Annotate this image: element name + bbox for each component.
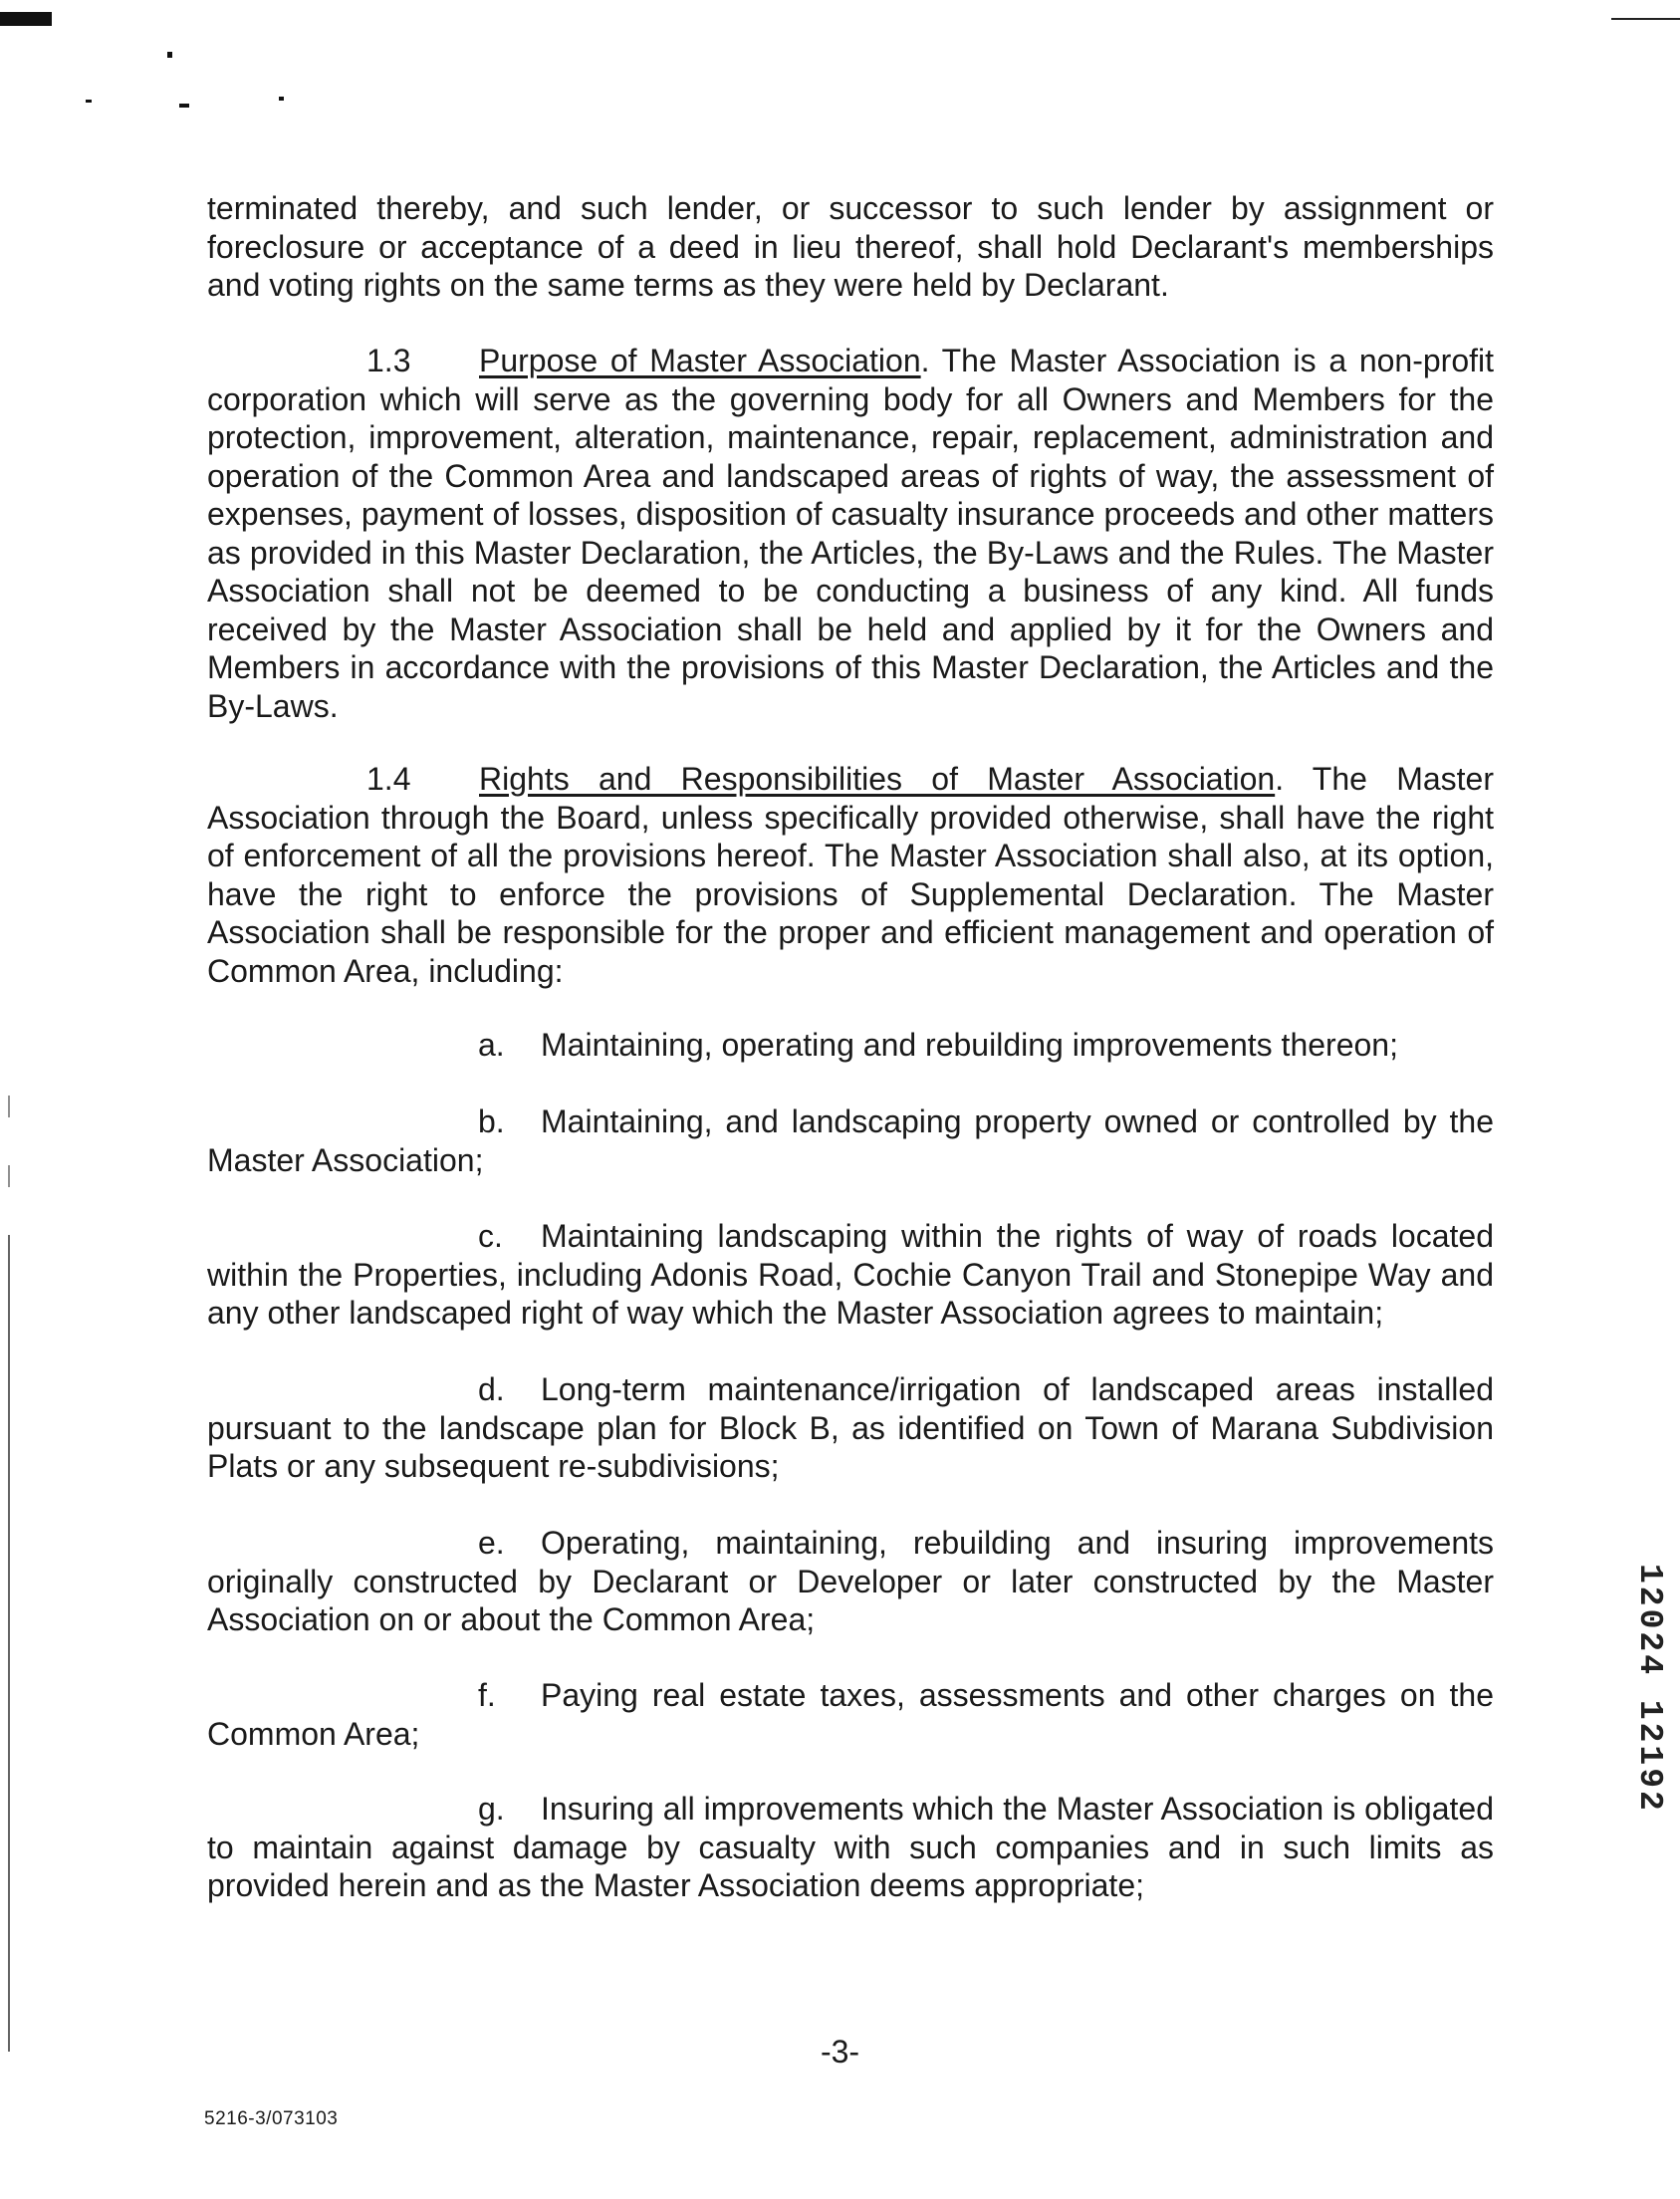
list-item-letter: a.: [478, 1027, 505, 1063]
scan-speck: [86, 100, 92, 103]
section-1-3: [207, 342, 1494, 725]
document-code: 5216-3/073103: [204, 2108, 339, 2129]
opening-paragraph-text: terminated thereby, and such lender, or successor to such lender by assignment or foreclosure or acceptance of a deed in lieu thereof, shall hold Declarant's memberships and voting rights on the same terms as they were held by Declarant.: [207, 190, 1494, 303]
list-item-d: [207, 1370, 1494, 1486]
list-item-letter: e.: [478, 1525, 505, 1561]
list-item-e: [207, 1524, 1494, 1639]
section-heading: Rights and Responsibilities of Master Association: [479, 761, 1276, 797]
list-item-c: [207, 1217, 1494, 1333]
list-item-text: Maintaining, operating and rebuilding improvements thereon;: [541, 1027, 1398, 1063]
scan-edge-left: [8, 1235, 10, 2052]
list-item-text: Maintaining landscaping within the rights of way of roads located within the Properties, including Adonis Road, Cochie Canyon Trail and Stonepipe Way and any other landscaped right of way which the Master Association agrees to maintain;: [207, 1218, 1494, 1331]
list-item-letter: f.: [478, 1677, 496, 1713]
opening-paragraph: [207, 189, 1494, 305]
section-heading: Purpose of Master Association: [479, 343, 921, 378]
list-item-g: [207, 1790, 1494, 1905]
scan-speck: [179, 104, 189, 108]
list-item-letter: d.: [478, 1371, 505, 1407]
section-body: . The Master Association through the Board, unless specifically provided otherwise, shall have the right of enforcement of all the provisions hereof. The Master Association shall also, at its option, have the right to enforce the provisions of Supplemental Declaration. The Master Association shall be responsible for the proper and efficient management and operation of Common Area, including:: [207, 761, 1494, 989]
list-item-letter: b.: [478, 1103, 505, 1139]
scan-mark-top-left: [0, 12, 52, 26]
page-number: -3-: [820, 2034, 860, 2070]
section-1-4: [207, 760, 1494, 990]
list-item-text: Maintaining, and landscaping property owned or controlled by the Master Association;: [207, 1103, 1494, 1178]
list-item-f: [207, 1676, 1494, 1753]
scan-speck: [167, 52, 172, 58]
list-item-text: Operating, maintaining, rebuilding and insuring improvements originally constructed by Declarant or Developer or later constructed by the Master Association on or about the Common Area;: [207, 1525, 1494, 1637]
recording-number-stamp: [1611, 1564, 1668, 1932]
list-item-text: Insuring all improvements which the Master Association is obligated to maintain against damage by casualty with such companies and in such limits as provided herein and as the Master Association deems appropriate;: [207, 1791, 1494, 1903]
section-number: 1.3: [366, 343, 411, 378]
section-body: . The Master Association is a non-profit corporation which will serve as the governing body for all Owners and Members for the protection, improvement, alteration, maintenance, repair, replacement, administration and operation of the Common Area and landscaped areas of rights of way, the assessment of expenses, payment of losses, disposition of casualty insurance proceeds and other matters as provided in this Master Declaration, the Articles, the By-Laws and the Rules. The Master Association shall not be deemed to be conducting a business of any kind. All funds received by the Master Association shall be held and applied by it for the Owners and Members in accordance with the provisions of this Master Declaration, the Articles and the By-Laws.: [207, 343, 1494, 724]
list-item-a: [207, 1026, 1494, 1065]
list-item-letter: c.: [478, 1218, 503, 1254]
scan-edge-left-tick: [8, 1096, 10, 1117]
list-item-letter: g.: [478, 1791, 505, 1827]
scan-edge-top-right: [1611, 18, 1680, 20]
scan-edge-left-tick: [8, 1165, 10, 1187]
list-item-text: Paying real estate taxes, assessments and other charges on the Common Area;: [207, 1677, 1494, 1752]
list-item-text: Long-term maintenance/irrigation of landscaped areas installed pursuant to the landscape plan for Block B, as identified on Town of Marana Subdivision Plats or any subsequent re-subdivisions;: [207, 1371, 1494, 1484]
list-item-b: [207, 1102, 1494, 1179]
section-number: 1.4: [366, 761, 411, 797]
recording-number: 12024 12192: [1631, 1564, 1668, 1814]
scan-speck: [279, 97, 284, 101]
